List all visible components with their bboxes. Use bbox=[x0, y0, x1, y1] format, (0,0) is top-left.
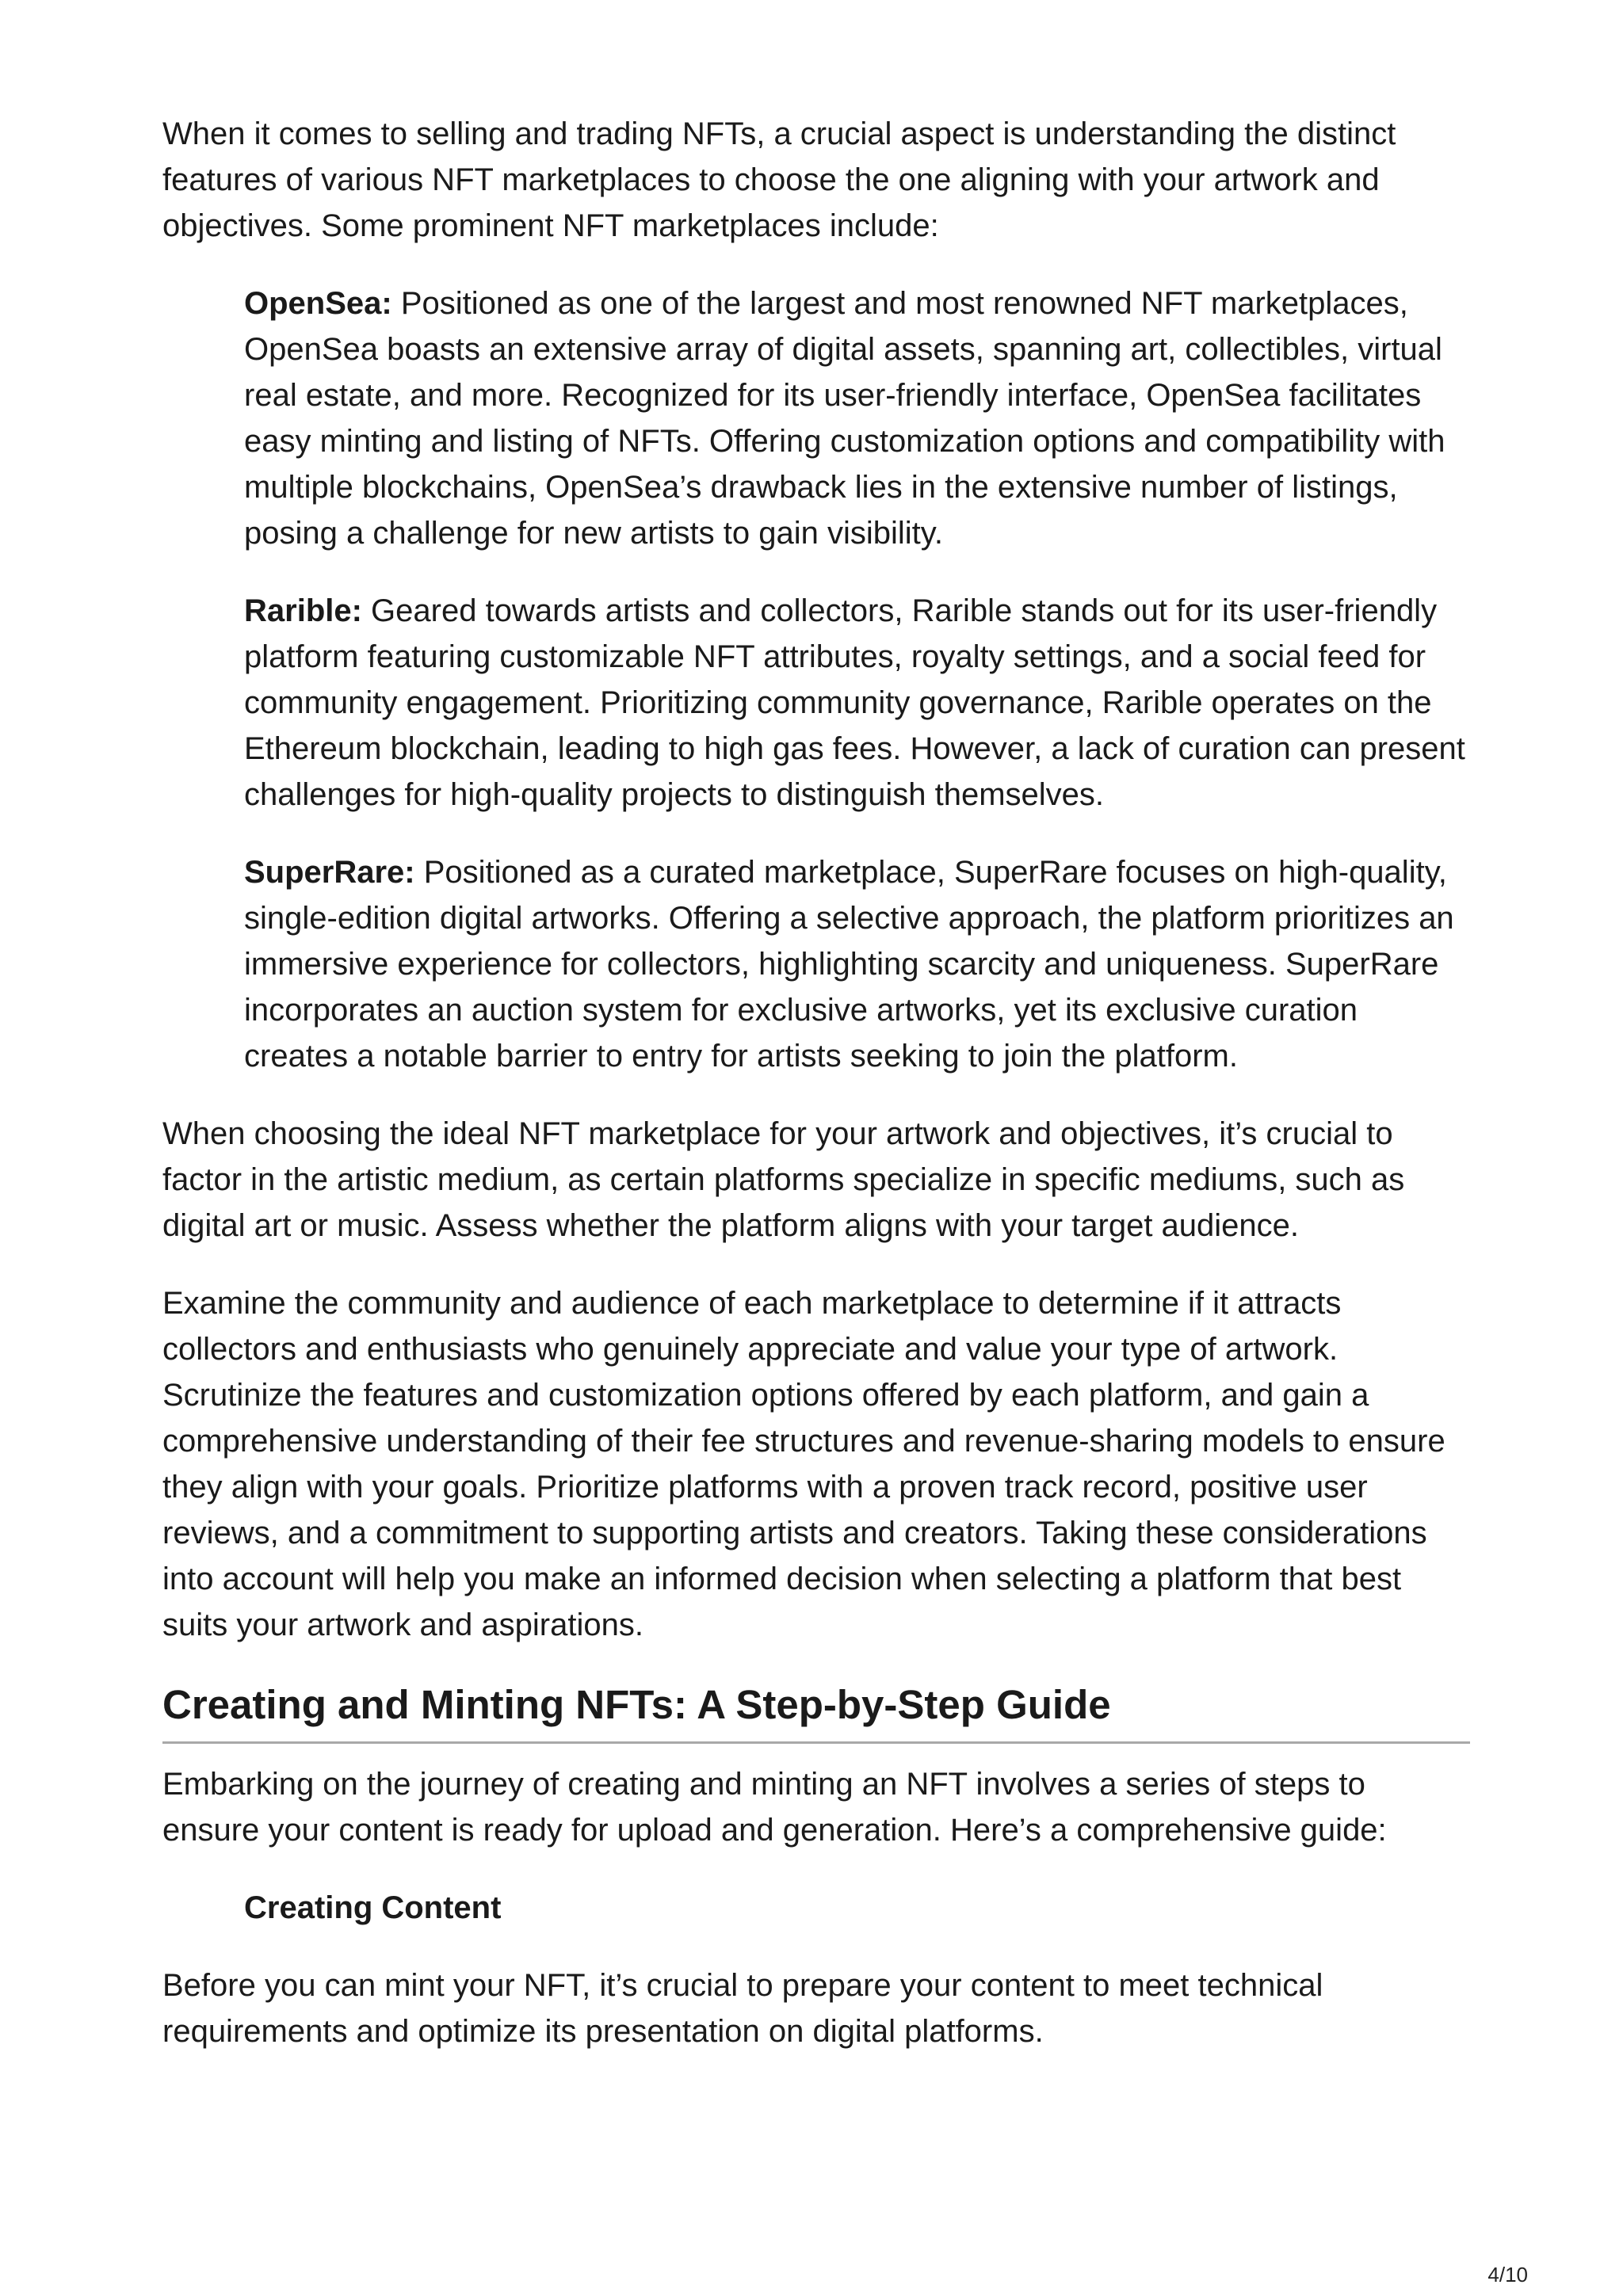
choosing-paragraph: When choosing the ideal NFT marketplace for your artwork and objectives, it’s crucial to factor in the artistic medium, as certain platforms specialize in specific mediums, such as digital art or music. Assess whether the platform aligns with your target audience. bbox=[162, 1116, 1405, 1243]
marketplace-name: Rarible: bbox=[244, 593, 362, 628]
article-body bbox=[162, 111, 1470, 2086]
creating-content-subheading: Creating Content bbox=[244, 1890, 502, 1925]
intro-paragraph: When it comes to selling and trading NFTs, a crucial aspect is understanding the distinct features of various NFT marketplaces to choose the one aligning with your artwork and objectives. Some prominent NFT marketplaces include: bbox=[162, 116, 1396, 243]
marketplace-item-rarible bbox=[244, 588, 1470, 818]
marketplace-description: Positioned as one of the largest and most renowned NFT marketplaces, OpenSea boasts an extensive array of digital assets, spanning art, collectibles, virtual real estate, and more. Recognized for its user-friendly interface, OpenSea facilitates easy minting and listing of NFTs. Offering customization options and compatibility with multiple blockchains, OpenSea’s drawback lies in the extensive number of listings, posing a challenge for new artists to gain visibility. bbox=[244, 286, 1445, 551]
marketplace-item-opensea bbox=[244, 280, 1470, 556]
marketplace-list bbox=[244, 280, 1470, 1079]
marketplace-name: OpenSea: bbox=[244, 286, 392, 321]
marketplace-name: SuperRare: bbox=[244, 855, 415, 890]
section-intro-paragraph: Embarking on the journey of creating and minting an NFT involves a series of steps to ensure your content is ready for upload and generation. Here’s a comprehensive guide: bbox=[162, 1767, 1387, 1848]
marketplace-description: Positioned as a curated marketplace, SuperRare focuses on high-quality, single-edition digital artworks. Offering a selective approach, the platform prioritizes an immersive experience for collectors, highlighting scarcity and uniqueness. SuperRare incorporates an auction system for exclusive artworks, yet its exclusive curation creates a notable barrier to entry for artists seeking to join the platform. bbox=[244, 855, 1454, 1074]
marketplace-item-superrare bbox=[244, 849, 1470, 1079]
section-heading: Creating and Minting NFTs: A Step-by-Step Guide bbox=[162, 1680, 1470, 1744]
content-paragraph: Before you can mint your NFT, it’s crucial to prepare your content to meet technical requirements and optimize its presentation on digital platforms. bbox=[162, 1968, 1323, 2049]
examine-paragraph: Examine the community and audience of each marketplace to determine if it attracts collectors and enthusiasts who genuinely appreciate and value your type of artwork. Scrutinize the features and customization options offered by each platform, and gain a comprehensive understanding of their fee structures and revenue-sharing models to ensure they align with your goals. Prioritize platforms with a proven track record, positive user reviews, and a commitment to supporting artists and creators. Taking these considerations into account will help you make an informed decision when selecting a platform that best suits your artwork and aspirations. bbox=[162, 1286, 1445, 1642]
page-number: 4/10 bbox=[1487, 2263, 1528, 2286]
marketplace-description: Geared towards artists and collectors, Rarible stands out for its user-friendly platform featuring customizable NFT attributes, royalty settings, and a social feed for community engagement. Prioritizing community governance, Rarible operates on the Ethereum blockchain, leading to high gas fees. However, a lack of curation can present challenges for high-quality projects to distinguish themselves. bbox=[244, 593, 1465, 812]
